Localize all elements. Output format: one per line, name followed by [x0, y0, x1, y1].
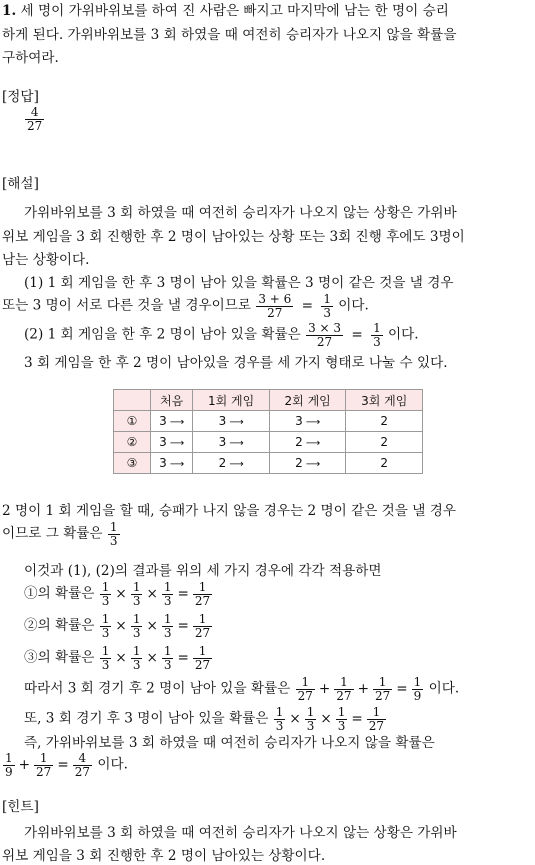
case1-frac-num: 3 + 6: [258, 292, 292, 306]
table-cell: 3 ⟶: [151, 411, 193, 432]
explanation-line-3: 남는 상황이다.: [2, 252, 90, 268]
case1-frac-den: 27: [267, 305, 283, 320]
problem-text-1: 세 명이 가위바위보를 하여 진 사람은 빠지고 마지막에 남는 한 명이 승리: [20, 3, 449, 19]
apply-line: 이것과 (1), (2)의 결과를 위의 세 가지 경우에 각각 적용하면: [24, 563, 382, 579]
row-label: ③: [114, 453, 151, 474]
prob-2-line: ②의 확률은 $\frac{1}{3}$ × $\frac{1}{3}$ × $\frac{1}{3}$ = $\frac{1}{27}$: [24, 612, 211, 640]
row-label: ②: [114, 432, 151, 453]
two-text: 이므로 그 확률은: [2, 525, 103, 542]
table-cell: 3 ⟶: [151, 453, 193, 474]
table-header-cell: 2회 게임: [269, 390, 346, 411]
explanation-line-1: 가위바위보를 3 회 하였을 때 여전히 승리자가 나오지 않는 상황은 가위바: [24, 205, 457, 221]
table-cell: 3 ⟶: [269, 411, 346, 432]
case2-res-den: 3: [373, 334, 381, 349]
explanation-line-2: 위보 게임을 3 회 진행한 후 2 명이 남아있는 상황 또는 3회 진행 후에도 3명이: [2, 229, 465, 245]
problem-line-2: 하게 된다. 가위바위보를 3 회 하였을 때 여전히 승리자가 나오지 않을 확률을: [2, 27, 457, 43]
sum-end: 이다.: [428, 680, 460, 697]
table-intro: 3 회 게임을 한 후 2 명이 남아있을 경우를 세 가지 형태로 나눌 수 있다.: [24, 355, 448, 371]
table-row: [114, 411, 423, 432]
two-num: 1: [109, 520, 118, 534]
table-cell: 3 ⟶: [193, 411, 270, 432]
final-end: 이다.: [97, 756, 128, 773]
row-label: ①: [114, 411, 151, 432]
two-line-a: 2 명이 1 회 게임을 할 때, 승패가 나지 않을 경우는 2 명이 같은 것을 낼 경우: [2, 503, 456, 519]
table-header-cell: 처음: [151, 390, 193, 411]
table-cell: 2 ⟶: [193, 453, 270, 474]
table-row: [114, 453, 423, 474]
table-cell: 3 ⟶: [151, 432, 193, 453]
three-text: 또, 3 회 경기 후 3 명이 남아 있을 확률은: [24, 710, 269, 727]
sum-line: 따라서 3 회 경기 후 2 명이 남아 있을 확률은 $\frac{1}{27}$ + $\frac{1}{27}$ + $\frac{1}{27}$ = $\frac{1}{9}$ 이다.: [24, 675, 460, 703]
table-cell: 3 ⟶: [193, 432, 270, 453]
problem-line-3: 구하여라.: [2, 50, 59, 66]
sum-res-den: 9: [413, 688, 422, 703]
sum-text: 따라서 3 회 경기 후 2 명이 남아 있을 확률은: [24, 680, 291, 697]
table-cell: 2: [346, 411, 423, 432]
case2-res-num: 1: [373, 321, 381, 335]
answer-label: [정답]: [2, 89, 39, 105]
prob-3-label: ③의 확률은: [24, 649, 95, 666]
table-header-row: [114, 390, 423, 411]
sum-res-num: 1: [413, 675, 422, 689]
hint-line-1: 가위바위보를 3 회 하였을 때 여전히 승리자가 나오지 않는 상황은 가위바: [24, 825, 457, 841]
table-cell: 2: [346, 453, 423, 474]
problem-line-1: [2, 5, 449, 19]
prob-1-line: ①의 확률은 $\frac{1}{3}$ × $\frac{1}{3}$ × $\frac{1}{3}$ = $\frac{1}{27}$: [24, 580, 211, 608]
case1-res-num: 1: [323, 292, 331, 306]
case2-frac-den: 27: [316, 334, 333, 349]
table-cell: 2 ⟶: [269, 432, 346, 453]
two-line-b: [2, 521, 121, 547]
case1-end: 이다.: [338, 297, 369, 314]
table-cell: 2 ⟶: [269, 453, 346, 474]
final-num: 4: [73, 752, 92, 766]
final-den: 27: [74, 764, 90, 779]
table-header-cell: 1회 게임: [193, 390, 270, 411]
prob-2-label: ②의 확률은: [24, 617, 95, 634]
answer-fraction: [24, 106, 45, 132]
final-line-b: $\frac{1}{9}$ + $\frac{1}{27}$ = $\frac{4}{27}$ 이다.: [5, 751, 128, 779]
table-row: [114, 432, 423, 453]
final-line-a: 즉, 가위바위보를 3 회 하였을 때 여전히 승리자가 나오지 않을 확률은: [24, 735, 435, 751]
case1-res-den: 3: [323, 305, 331, 320]
table-header-cell: [114, 390, 151, 411]
answer-denominator: 27: [27, 118, 43, 133]
case1-line-b: 또는 3 명이 서로 다른 것을 낼 경우이므로 $\frac{3 + 6}{27}$ = $\frac{1}{3}$ 이다.: [2, 292, 369, 320]
two-den: 3: [109, 533, 118, 548]
case2-line: (2) 1 회 게임을 한 후 2 명이 남아 있을 확률은 $\frac{3 \times 3}{27}$ = $\frac{1}{3}$ 이다.: [24, 321, 419, 349]
problem-number: 1.: [2, 3, 17, 19]
hint-label: [힌트]: [2, 799, 39, 815]
prob-1-label: ①의 확률은: [24, 585, 95, 602]
case1-text: 또는 3 명이 서로 다른 것을 낼 경우이므로: [2, 297, 251, 314]
game-table: [113, 389, 423, 474]
case1-line-a: (1) 1 회 게임을 한 후 3 명이 남아 있을 확률은 3 명이 같은 것을 낼 경우: [24, 275, 454, 291]
case2-end: 이다.: [388, 326, 419, 343]
hint-line-2: 위보 게임을 3 회 진행한 후 2 명이 남아있는 상황이다.: [2, 848, 326, 864]
answer-numerator: 4: [25, 106, 44, 120]
three-line: 또, 3 회 경기 후 3 명이 남아 있을 확률은 $\frac{1}{3}$ × $\frac{1}{3}$ × $\frac{1}{3}$ = $\frac{1}{27}$: [24, 705, 385, 733]
table-header-cell: 3회 게임: [346, 390, 423, 411]
case2-frac-num: 3 × 3: [308, 321, 342, 335]
prob-3-line: ③의 확률은 $\frac{1}{3}$ × $\frac{1}{3}$ × $\frac{1}{3}$ = $\frac{1}{27}$: [24, 644, 211, 672]
explanation-label: [해설]: [2, 176, 39, 192]
case2-text: (2) 1 회 게임을 한 후 2 명이 남아 있을 확률은: [24, 326, 301, 343]
table-cell: 2: [346, 432, 423, 453]
